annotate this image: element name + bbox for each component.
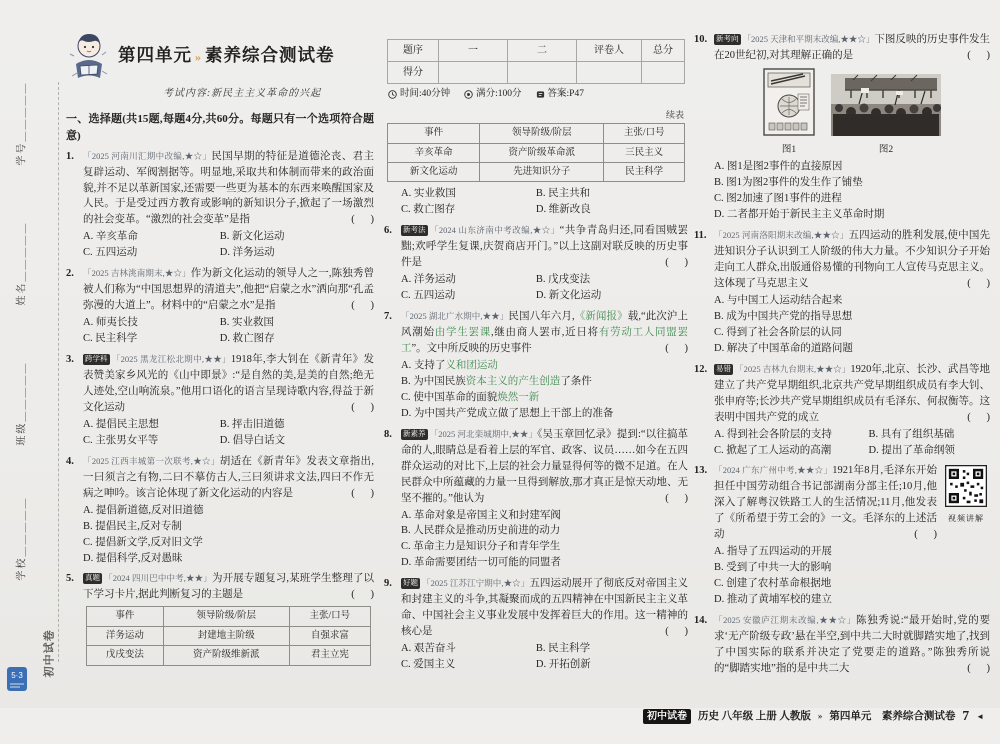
option: D. 推动了黄埔军校的建立 (714, 594, 832, 606)
column-middle (384, 0, 688, 744)
footer-series-badge: 初中试卷 (643, 709, 691, 724)
question-4 (66, 454, 374, 567)
source-tag: 「2024 四川巴中中考,★★」 (104, 573, 212, 584)
option: C. 掀起了工人运动的高潮 (714, 444, 832, 456)
table-cell: 资产阶级革命派 (480, 143, 604, 162)
option: A. 师夷长技 (83, 317, 138, 329)
answer-bracket: ( ) (351, 300, 374, 312)
table-header: 主张/口号 (289, 607, 370, 626)
section-heading: 一、选择题(共15题,每题4分,共60分。每题只有一个选项符合题意) (66, 113, 374, 142)
spine-series-label: 初中试卷 (43, 629, 56, 678)
table-cell: 辛亥革命 (388, 143, 480, 162)
title-separator-icon: » (195, 50, 202, 64)
option: D. 为中国共产党成立做了思想上干部上的准备 (401, 407, 614, 419)
stem-text: 胡适在《新青年》发表文章指出,一曰须言之有物,二曰不摹仿古人,三曰须讲求文法,四曰不作无病之呻吟。该言论体现了新文化运动的内容是 (83, 455, 374, 499)
figure-2 (831, 74, 941, 157)
answer-bracket: ( ) (967, 411, 990, 423)
question-13 (694, 463, 990, 608)
question-type-badge: 跨学科 (85, 354, 108, 364)
question-type-badge: 新考向 (716, 34, 739, 43)
option: B. 实业救国 (219, 317, 275, 329)
question-5-options (384, 186, 688, 218)
name-label: 姓名 (16, 281, 28, 306)
question-type-badge: 新考法 (403, 225, 426, 235)
table-row (86, 626, 370, 645)
table-cell: 民主科学 (604, 162, 685, 181)
option: C. 创建了农村革命根据地 (714, 578, 832, 590)
table-cell: 评卷人 (577, 40, 642, 62)
title-label: 素养综合测试卷 (205, 45, 335, 65)
table-cell: 一 (439, 40, 508, 62)
question-number: 11. (694, 230, 707, 242)
school-field (14, 496, 29, 581)
fold-line (58, 82, 59, 662)
figure-caption: 图1 (781, 144, 797, 155)
option: D. 新文化运动 (535, 290, 602, 302)
option: C. 革命主力是知识分子和青年学生 (401, 541, 561, 553)
option: C. 得到了社会各阶层的认同 (714, 326, 842, 338)
options (714, 544, 990, 608)
stem-text: 1921年8月,毛泽东开始担任中国劳动组合书记部湖南分部主任;10月,他深入了解粤汉铁路工人的生活情况;11月,他发表了《所希望于劳工会的》一文。毛泽东的上述活动 (714, 465, 937, 541)
option: A. 实业救国 (401, 188, 456, 200)
source-tag: 「2025 安徽庐江期末改编,★★☆」 (714, 615, 857, 626)
question-number: 6. (384, 225, 392, 237)
question-number: 1. (66, 150, 74, 162)
option: D. 维新改良 (535, 204, 591, 216)
figure-caption: 图2 (878, 144, 894, 155)
footer-chevron-icon: » (817, 710, 823, 721)
page-arrow-icon: ◄ (976, 711, 984, 721)
page-title (118, 42, 335, 69)
question-10 (694, 32, 990, 223)
option: B. 新文化运动 (219, 231, 285, 243)
options (401, 358, 688, 422)
stem-text: 为开展专题复习,某班学生整理了以下学习卡片,据此判断复习的主题是 (83, 573, 374, 601)
option: B. 提倡民主,反对专制 (83, 520, 182, 532)
option: D. 解决了中国革命的道路问题 (714, 342, 853, 354)
table-cell: 先进知识分子 (480, 162, 604, 181)
score-table (387, 39, 685, 84)
option: D. 二者都开始于新民主主义革命时期 (714, 209, 885, 221)
option: B. 具有了组织基础 (868, 428, 955, 440)
source-tag: 「2025 吉林九台期末,★★☆」 (735, 363, 851, 374)
answer-bracket: ( ) (967, 277, 990, 289)
figure-group (714, 68, 990, 157)
column-left (66, 0, 374, 738)
source-tag: 「2025 天津和平期末改编,★★☆」 (742, 34, 875, 44)
question-number: 12. (694, 363, 708, 375)
option: B. 抨击旧道德 (219, 418, 285, 430)
table-cell (577, 62, 642, 84)
option: C. 民主科学 (83, 333, 138, 345)
source-tag: 「2025 吉林洮南期末,★☆」 (83, 268, 191, 279)
option: C. 五四运动 (83, 247, 138, 259)
question-number: 14. (694, 615, 708, 627)
options (401, 272, 688, 304)
option: A. 辛亥革命 (83, 231, 138, 243)
study-card-table (86, 606, 371, 665)
option: B. 人民群众是推动历史前进的动力 (401, 525, 561, 537)
answer-bracket: ( ) (351, 589, 374, 601)
figure-1 (763, 68, 815, 157)
magazine-cover-image (763, 68, 815, 136)
footer-unit-title: 第四单元 素养综合测试卷 (829, 710, 956, 722)
option: B. 受到了中共一大的影响 (714, 562, 832, 574)
table-row (388, 40, 685, 62)
source-tag: 「2025 河北栾城期中,★★」 (429, 428, 538, 439)
option: D. 洋务运动 (219, 247, 275, 259)
answer-bracket: ( ) (665, 492, 688, 504)
source-tag: 「2025 河南洛阳期末改编,★★☆」 (714, 230, 849, 241)
options (401, 186, 688, 218)
options (401, 508, 688, 572)
footer-book-info: 历史 八年级 上册 人教版 (697, 710, 811, 722)
stem-text: 民国早期的特征是道德沦丧、君主复辟运动、军阀割据等。明显地,采取共和体制而带来的政治面貌,并不足以革新国家,还需要一些更为基本的东西来唤醒国家及人民。于是受过西方教育或影响的新知识分子,掀起了一场激烈的社会变革。“激烈的社会变革”是指 (83, 150, 374, 226)
option: C. 图2加速了图1事件的进程 (714, 193, 842, 205)
stem-text: 陈独秀说:“最开始时,党的要求‘无产阶级专政’悬在半空,到中共二大时就脚踏实地了,找到了中国实际的联系并决定了党要走的道路。”陈独秀所说的“脚踏实地”指的是中共二大 (714, 615, 990, 674)
school-label: 学校 (16, 556, 28, 581)
answer-bracket: ( ) (665, 626, 688, 638)
question-number: 2. (66, 268, 74, 280)
option: A. 提倡民主思想 (83, 418, 159, 430)
answer-bracket: ( ) (665, 257, 688, 269)
option: A. 支持了义和团运动 (401, 359, 498, 371)
options (83, 229, 374, 261)
student-id-field (14, 81, 29, 166)
table-header: 事件 (86, 607, 163, 626)
question-6 (384, 223, 688, 304)
table-cell (508, 62, 577, 84)
options (714, 293, 990, 357)
question-2 (66, 266, 374, 347)
continued-table-label: 续表 (665, 110, 684, 121)
option: A. 得到社会各阶层的支持 (714, 428, 832, 440)
answer-book-icon (536, 90, 545, 99)
exam-scope-subtitle: 考试内容:新民主主义革命的兴起 (162, 88, 322, 99)
video-qr-block (942, 465, 990, 525)
svg-text:5·3: 5·3 (11, 671, 23, 681)
table-cell: 二 (508, 40, 577, 62)
answer-bracket: ( ) (351, 487, 374, 499)
source-tag: 「2024 广东广州中考,★★☆」 (714, 465, 833, 476)
option: D. 革命需要团结一切可能的同盟者 (401, 557, 561, 569)
blank-line: ＿＿＿＿＿ (16, 81, 28, 142)
name-field (14, 221, 29, 306)
stem-text: 五四运动的胜利发展,使中国先进知识分子认识到工人阶级的伟大力量。不少知识分子开始走向工人群众,出版通俗易懂的刊物向工人宣传马克思主义。这体现了马克思主义 (714, 230, 990, 289)
blank-line: ＿＿＿＿＿ (16, 361, 28, 422)
source-tag: 「2024 山东济南中考改编,★☆」 (429, 225, 560, 236)
table-cell: 题序 (388, 40, 439, 62)
table-header: 领导阶级/阶层 (480, 124, 604, 143)
qr-code (945, 465, 987, 507)
option: B. 图1为图2事件的发生作了铺垫 (714, 177, 863, 189)
question-9 (384, 576, 688, 673)
page-number: 7 (962, 708, 970, 724)
question-1 (66, 149, 374, 262)
blank-line: ＿＿＿＿＿ (16, 221, 28, 282)
option: D. 救亡图存 (219, 333, 275, 345)
question-3 (66, 352, 374, 449)
question-number: 3. (66, 354, 74, 366)
source-tag: 「2025 江苏江宁期中,★☆」 (422, 578, 530, 589)
class-label: 班级 (16, 421, 28, 446)
full-score: 满分:100分 (476, 89, 522, 99)
question-number: 5. (66, 573, 74, 585)
table-cell: 自强求富 (289, 626, 370, 645)
table-cell: 封建地主阶级 (163, 626, 289, 645)
brand-stamp (6, 666, 28, 698)
options (83, 417, 374, 449)
option: A. 指导了五四运动的开展 (714, 546, 832, 558)
study-card-table-continued (387, 123, 685, 182)
options (714, 427, 990, 459)
stem-text: 1918年,李大钊在《新青年》发表赞美家乡风光的《山中即景》:“是自然的美,是美的自然;绝无人迹处,空山响流泉。”他用口语化的语言呈现诗歌内容,得益于新文化运动 (83, 354, 374, 413)
table-header: 事件 (388, 124, 480, 143)
answer-bracket: ( ) (967, 49, 990, 61)
options (401, 641, 688, 673)
options (83, 315, 374, 347)
question-type-badge: 新素养 (403, 428, 426, 438)
crowd-photo-image (831, 74, 941, 136)
table-row (86, 646, 370, 665)
stem-text: “共争青岛归还,同看国贼罢黜;欢呼学生复课,庆贺商店开门。”以上这副对联反映的历史事件是 (401, 225, 688, 269)
option: A. 艰苦奋斗 (401, 643, 456, 655)
option: D. 提倡科学,反对愚昧 (83, 552, 183, 564)
table-cell (439, 62, 508, 84)
option: B. 民主共和 (535, 188, 591, 200)
page-footer (643, 706, 984, 727)
time-limit: 时间:40分钟 (400, 89, 451, 99)
table-row (388, 62, 685, 84)
options (714, 159, 990, 223)
option: C. 提倡新文学,反对旧文学 (83, 536, 203, 548)
girl-reading-icon (66, 30, 112, 84)
paper-header (66, 30, 374, 84)
question-14 (694, 613, 990, 677)
full-score-icon (464, 90, 473, 99)
table-cell: 总分 (642, 40, 685, 62)
source-tag: 「2025 河南川汇期中改编,★☆」 (83, 150, 212, 161)
table-cell: 三民主义 (604, 143, 685, 162)
answer-bracket: ( ) (914, 529, 937, 541)
question-8 (384, 427, 688, 572)
table-cell: 资产阶级维新派 (163, 646, 289, 665)
option: C. 五四运动 (401, 290, 456, 302)
brand-stamp-icon (6, 666, 28, 692)
answer-bracket: ( ) (967, 662, 990, 674)
question-12 (694, 362, 990, 459)
question-number: 13. (694, 465, 708, 477)
stem-text: 五四运动展开了彻底反对帝国主义和封建主义的斗争,其凝聚而成的五四精神在中国新民主主义革命、中国社会主义事业发展中发挥着巨大的作用。这一精神的核心是 (401, 578, 688, 638)
source-tag: 「2025 湖北广水期中,★★」 (401, 311, 509, 322)
question-number: 9. (384, 578, 392, 590)
question-5 (66, 571, 374, 665)
option: A. 与中国工人运动结合起来 (714, 294, 843, 306)
source-tag: 「2025 江西丰城第一次联考,★☆」 (83, 455, 220, 466)
student-id-label: 学号 (16, 141, 28, 166)
question-7 (384, 309, 688, 422)
table-cell: 戊戌变法 (86, 646, 163, 665)
table-cell: 洋务运动 (86, 626, 163, 645)
question-11 (694, 228, 990, 357)
table-row (388, 162, 685, 181)
unit-label: 第四单元 (118, 45, 192, 65)
stem-text: 下图反映的历史事件发生在20世纪初,对其理解正确的是 (714, 34, 990, 61)
source-tag: 「2025 黑龙江松北期中,★★」 (111, 354, 231, 365)
blank-line: ＿＿＿＿＿ (16, 496, 28, 557)
option: B. 民主科学 (535, 643, 591, 655)
option: A. 图1是图2事件的直接原因 (714, 161, 843, 173)
option: B. 戊戌变法 (535, 274, 591, 286)
qr-caption: 视频讲解 (948, 514, 984, 524)
option: C. 主张男女平等 (83, 434, 159, 446)
question-type-badge: 易错 (716, 363, 731, 373)
question-type-badge: 真题 (85, 573, 100, 583)
option: C. 爱国主义 (401, 659, 456, 671)
stem-text: 1920年,北京、长沙、武昌等地建立了共产党早期组织,北京共产党早期组织成员有李大钊、张申府等;长沙共产党早期组织成员有毛泽东、何叔衡等。这表明中国共产党的成立 (714, 363, 990, 423)
option: A. 革命对象是帝国主义和封建军阀 (401, 509, 561, 521)
stem-text: 作为新文化运动的领导人之一,陈独秀曾被人们称为“中国思想界的清道夫”,他把“启蒙之水”洒向那“孔孟弥漫的大道上”。材料中的“启蒙之水”是指 (83, 268, 374, 312)
table-cell: 新文化运动 (388, 162, 480, 181)
option: C. 使中国革命的面貌焕然一新 (401, 391, 540, 403)
option: D. 提出了革命纲领 (868, 444, 955, 456)
stem-text: 民国八年六月,《新闻报》载,“此次沪上风潮始由学生罢课,继由商人罢市,近日将有劳动工人同盟罢工”。文中所反映的历史事件 (401, 311, 689, 354)
exam-info-bar (388, 87, 688, 101)
answer-bracket: ( ) (351, 214, 374, 226)
stem-text: 《吴玉章回忆录》提到:“以往搞革命的人,眼睛总是看着上层的军官、政客、议员……如今在五四群众运动的对比下,上层的社会力量显得何等的微不足道。在人民群众中所蕴藏的力量一旦得到解放,那才真正是惊天动地、无坚不摧的。”他认为 (401, 428, 688, 504)
table-header: 主张/口号 (604, 124, 685, 143)
question-type-badge: 好题 (403, 578, 418, 588)
table-cell: 得分 (388, 62, 439, 84)
table-header: 领导阶级/阶层 (163, 607, 289, 626)
answer-bracket: ( ) (351, 401, 374, 413)
table-row (388, 143, 685, 162)
option: C. 救亡图存 (401, 204, 456, 216)
option: D. 开拓创新 (535, 659, 591, 671)
question-number: 8. (384, 428, 392, 440)
answer-bracket: ( ) (665, 343, 688, 354)
option: B. 为中国民族资本主义的产生创造了条件 (401, 375, 592, 387)
option: A. 洋务运动 (401, 274, 456, 286)
table-cell (642, 62, 685, 84)
class-field (14, 361, 29, 446)
question-number: 4. (66, 455, 74, 467)
option: B. 成为中国共产党的指导思想 (714, 310, 853, 322)
clock-icon (388, 90, 397, 99)
option: D. 倡导白话文 (219, 434, 286, 446)
table-cell: 君主立宪 (289, 646, 370, 665)
answer-page: 答案:P47 (547, 89, 584, 99)
option: A. 提倡新道德,反对旧道德 (83, 504, 204, 516)
options (83, 503, 374, 567)
question-number: 10. (694, 34, 708, 45)
question-number: 7. (384, 311, 392, 323)
